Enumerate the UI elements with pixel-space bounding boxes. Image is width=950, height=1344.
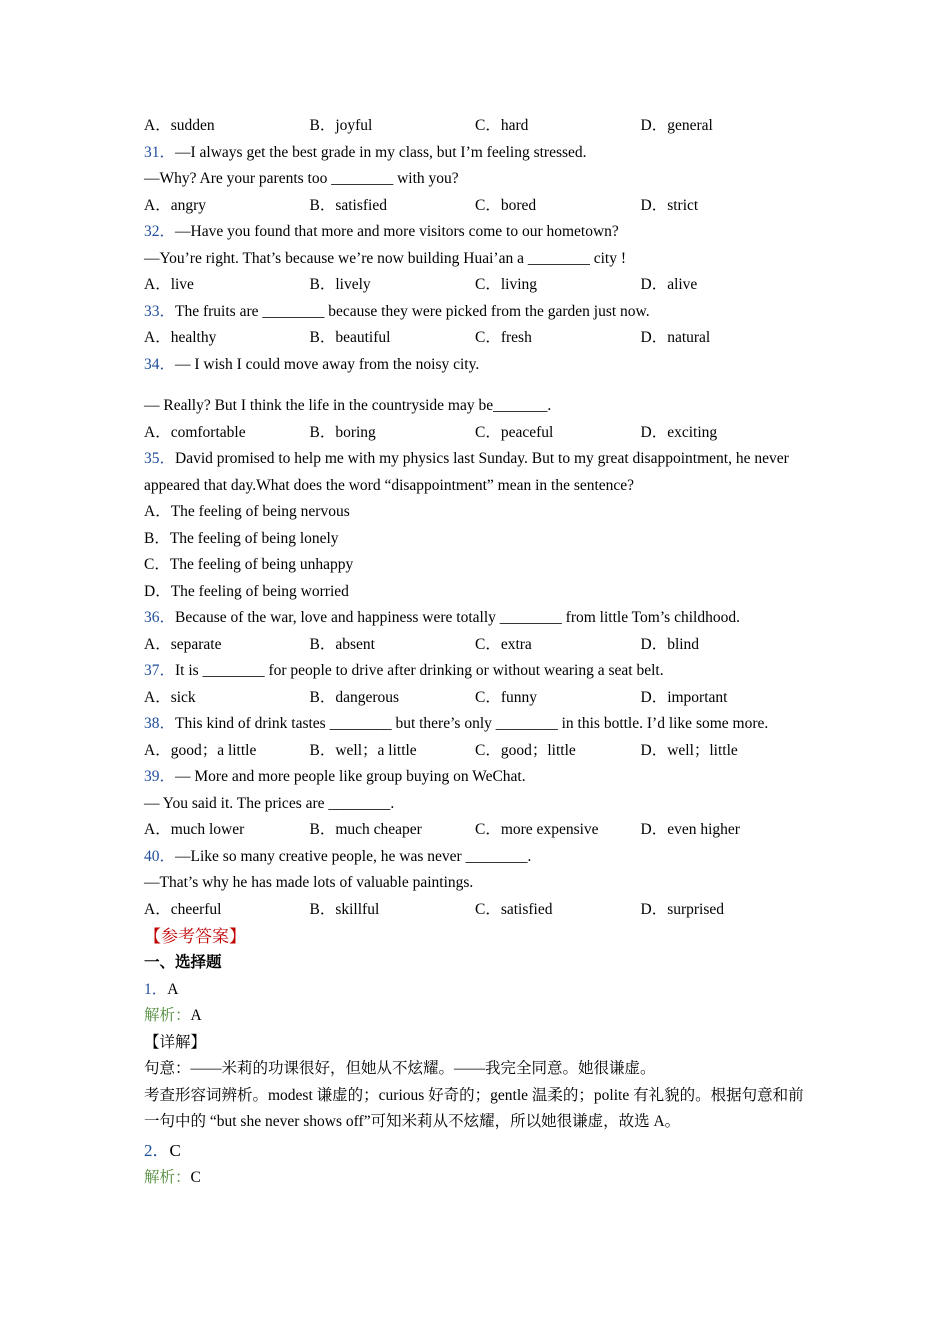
q40-number: 40． [144, 847, 176, 865]
q34-options [144, 420, 812, 447]
answer-2-value: C [169, 1140, 181, 1160]
option-b[interactable]: B．boring [309, 423, 376, 441]
q40-options [144, 897, 812, 924]
q35-text: David promised to help me with my physics last Sunday. But to my great disappointment, he never appeared that day.What does the word “disappointment” mean in the sentence? [144, 450, 789, 494]
q34-text: — I wish I could move away from the noisy city. [175, 355, 480, 373]
answer-2-number: 2． [144, 1140, 170, 1160]
option-d[interactable]: D．surprised [640, 900, 725, 918]
option-c[interactable]: C．bored [475, 196, 537, 214]
q31-stem [144, 140, 812, 167]
q31-text: —I always get the best grade in my class, but I’m feeling stressed. [175, 143, 587, 161]
option-d[interactable]: D．natural [640, 329, 711, 346]
q33-options [144, 325, 812, 352]
option-a[interactable]: A．cheerful [144, 900, 222, 918]
q37-text: It is ________ for people to drive after drinking or without wearing a seat belt. [175, 662, 664, 679]
q36-text: Because of the war, love and happiness were totally ________ from little Tom’s childhood. [175, 609, 740, 626]
option-c[interactable]: C．more expensive [475, 821, 599, 838]
option-a[interactable]: A．live [144, 276, 194, 293]
answer-1-value: A [167, 980, 179, 998]
option-a[interactable]: A．sick [144, 688, 196, 706]
analysis-value: C [190, 1168, 201, 1186]
option-b[interactable]: B．skillful [309, 900, 380, 918]
q32-stem [144, 219, 812, 246]
option-b[interactable]: B．lively [309, 276, 371, 293]
q31-line2: —Why? Are your parents too ________ with you? [144, 170, 459, 187]
q37-options [144, 685, 812, 712]
option-c[interactable]: C．peaceful [475, 423, 554, 441]
q38-number: 38． [144, 715, 176, 732]
option-b[interactable]: B．dangerous [309, 688, 400, 706]
q39-options [144, 817, 812, 844]
option-d[interactable]: D．The feeling of being worried [144, 582, 349, 600]
option-d[interactable]: D．even higher [640, 821, 740, 838]
q37-number: 37． [144, 662, 176, 679]
q34-stem [144, 352, 812, 379]
q36-options [144, 632, 812, 659]
document-page [144, 113, 812, 1191]
q30-options [144, 113, 812, 140]
q36-stem [144, 605, 812, 632]
option-b[interactable]: B．The feeling of being lonely [144, 529, 339, 547]
q40-stem [144, 844, 812, 871]
option-c[interactable]: C．fresh [475, 329, 532, 346]
q34-number: 34． [144, 355, 176, 373]
q31-options [144, 193, 812, 220]
option-d[interactable]: D．strict [640, 196, 699, 214]
option-d[interactable]: D．general [640, 117, 713, 134]
option-c[interactable]: C．extra [475, 635, 532, 653]
q35-stem [144, 446, 812, 499]
answer-1-number: 1． [144, 980, 168, 998]
q35-number: 35． [144, 450, 176, 467]
option-c[interactable]: C．living [475, 276, 538, 293]
q32-options [144, 272, 812, 299]
q36-number: 36． [144, 609, 176, 626]
analysis-label: 解析： [144, 1007, 191, 1024]
option-a[interactable]: A．sudden [144, 117, 215, 134]
q33-text: The fruits are ________ because they were picked from the garden just now. [175, 302, 650, 320]
detail-label: 【详解】 [144, 1033, 207, 1051]
option-d[interactable]: D．blind [640, 635, 700, 653]
option-a[interactable]: A．good；a little [144, 741, 257, 759]
option-b[interactable]: B．much cheaper [309, 821, 422, 838]
answer-2-analysis [144, 1165, 812, 1192]
detail-line-2: 考查形容词辨析。modest 谦虚的；curious 好奇的；gentle 温柔的；polite 有礼貌的。根据句意和前一句中的 “but she never shows off”可知米莉从不炫耀，所以她很谦虚，故选 A。 [144, 1086, 804, 1130]
q33-stem [144, 299, 812, 326]
option-d[interactable]: D．important [640, 688, 728, 706]
option-b[interactable]: B．absent [309, 635, 375, 653]
q37-stem [144, 658, 812, 685]
option-a[interactable]: A．healthy [144, 329, 217, 346]
q40-text: —Like so many creative people, he was never ________. [175, 847, 532, 865]
option-c[interactable]: C．funny [475, 688, 538, 706]
option-a[interactable]: A．separate [144, 635, 222, 653]
q38-text: This kind of drink tastes ________ but there’s only ________ in this bottle. I’d like some more. [175, 715, 769, 732]
option-c[interactable]: C．satisfied [475, 900, 553, 918]
q31-number: 31． [144, 143, 176, 161]
option-c[interactable]: C．The feeling of being unhappy [144, 556, 354, 573]
q32-number: 32． [144, 223, 176, 240]
answer-1-analysis [144, 1003, 812, 1030]
q38-options [144, 738, 812, 765]
q39-number: 39． [144, 768, 176, 785]
q33-number: 33． [144, 302, 176, 320]
option-d[interactable]: D．well；little [640, 741, 738, 759]
q34-line2: — Really? But I think the life in the countryside may be_______. [144, 397, 552, 414]
option-a[interactable]: A．The feeling of being nervous [144, 503, 350, 520]
q39-stem [144, 764, 812, 791]
option-a[interactable]: A．angry [144, 196, 206, 214]
option-d[interactable]: D．exciting [640, 423, 718, 441]
option-a[interactable]: A．comfortable [144, 423, 246, 441]
option-c[interactable]: C．hard [475, 117, 529, 134]
q39-text: — More and more people like group buying on WeChat. [175, 768, 526, 785]
option-a[interactable]: A．much lower [144, 821, 245, 838]
q32-line2: —You’re right. That’s because we’re now building Huai’an a ________ city ! [144, 249, 626, 267]
option-b[interactable]: B．satisfied [309, 196, 387, 214]
section-title: 一、选择题 [144, 954, 222, 971]
answer-2 [144, 1136, 812, 1165]
q34-spacer [144, 378, 812, 393]
option-b[interactable]: B．beautiful [309, 329, 391, 346]
option-c[interactable]: C．good；little [475, 741, 576, 759]
analysis-label: 解析： [144, 1168, 191, 1186]
analysis-value: A [190, 1007, 202, 1024]
option-b[interactable]: B．well；a little [309, 741, 417, 759]
option-d[interactable]: D．alive [640, 276, 698, 293]
answers-heading: 【参考答案】 [144, 927, 246, 946]
answer-1 [144, 977, 812, 1004]
q40-line2: —That’s why he has made lots of valuable paintings. [144, 874, 474, 891]
q39-line2: — You said it. The prices are ________. [144, 794, 395, 812]
detail-line-1: 句意：——米莉的功课很好，但她从不炫耀。——我完全同意。她很谦虚。 [144, 1060, 656, 1077]
option-b[interactable]: B．joyful [309, 117, 373, 134]
q38-stem [144, 711, 812, 738]
q32-text: —Have you found that more and more visitors come to our hometown? [175, 223, 619, 240]
